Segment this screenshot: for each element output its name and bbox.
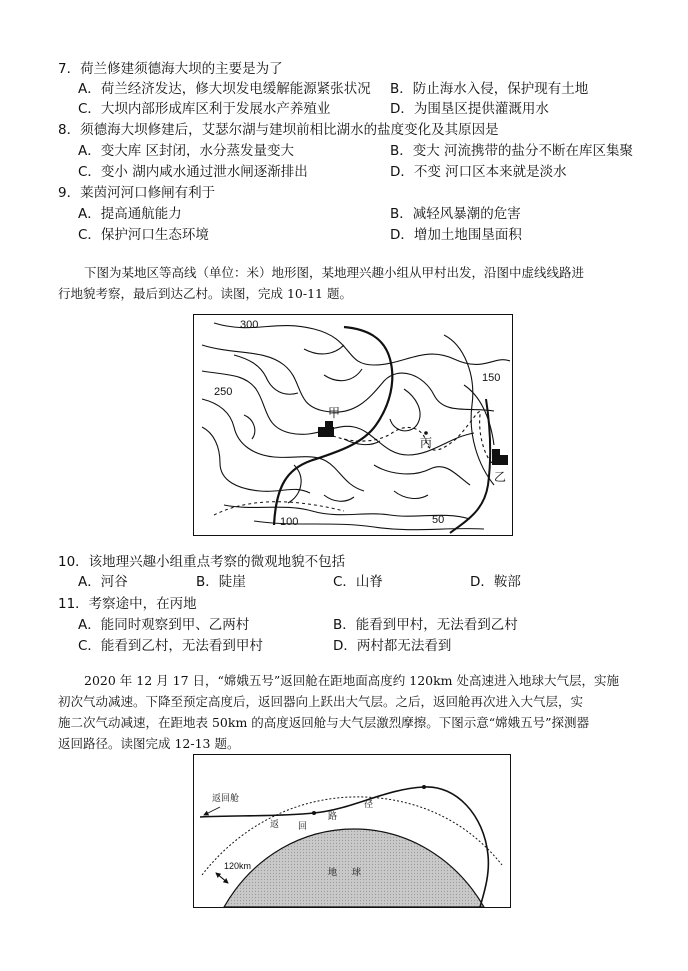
q9-option-c: C．保护河口生态环境	[78, 227, 209, 243]
q11-stem: 11．考察途中，在丙地	[58, 596, 197, 612]
reentry-path-figure	[193, 754, 511, 908]
capsule-arrow	[204, 807, 220, 815]
village-jia-icon	[318, 427, 334, 437]
village-yi-label: 乙	[494, 470, 507, 484]
q8-option-c: C．变小 湖内咸水通过泄水闸逐渐排出	[78, 164, 308, 180]
q10-stem: 10．该地理兴趣小组重点考察的微观地貌不包括	[58, 554, 346, 570]
contour-map-figure	[193, 314, 513, 536]
q7-option-b: B．防止海水入侵，保护现有土地	[390, 81, 589, 97]
q8-option-a: A．变大库 区封闭，水分蒸发量变大	[78, 143, 295, 159]
q11-option-a: A．能同时观察到甲、乙两村	[78, 617, 250, 633]
passage1-line2: 行地貌考察，最后到达乙村。读图，完成 10-11 题。	[58, 286, 352, 301]
q11-option-c: C．能看到乙村，无法看到甲村	[78, 638, 263, 654]
path-char-3: 路	[328, 811, 338, 821]
passage2-line4: 返回路径。读图完成 12-13 题。	[58, 736, 240, 751]
q7-option-d: D．为围垦区提供灌溉用水	[390, 101, 549, 117]
q10-option-b: B．陡崖	[196, 574, 246, 590]
passage2-line3: 施二次气动减速，在距地表 50km 的高度返回舱与大气层激烈摩擦。下图示意“嫦娥五号”探测器	[58, 715, 590, 730]
q8-option-b: B．变大 河流携带的盐分不断在库区集聚	[390, 143, 634, 159]
earth-char-1: 地	[328, 867, 338, 877]
passage2-line2: 初次气动减速。下降至预定高度后，返回器向上跃出大气层。之后，返回舱再次进入大气层，实	[58, 694, 584, 709]
altitude-arrow-up	[216, 873, 228, 883]
point-bing-icon	[424, 431, 428, 435]
path-point-1	[312, 811, 316, 815]
path-point-2	[422, 785, 426, 789]
path-char-2: 回	[298, 821, 308, 831]
path-char-4: 径	[364, 799, 374, 809]
contour-label-150: 150	[482, 372, 501, 384]
q9-option-b: B．减轻风暴潮的危害	[390, 206, 521, 222]
river-east	[450, 399, 490, 533]
village-jia-label: 甲	[328, 406, 341, 420]
passage1-line1: 下图为某地区等高线（单位：米）地形图，某地理兴趣小组从甲村出发，沿图中虚线线路进	[84, 265, 585, 280]
river-main	[274, 327, 392, 525]
passage2-line1: 2020 年 12 月 17 日，“嫦娥五号”返回舱在距地面高度约 120km 处高速进入地球大气层，实施	[84, 673, 620, 688]
village-yi-icon-top	[492, 449, 500, 455]
q7-stem: 7．荷兰修建须德海大坝的主要是为了	[58, 61, 283, 77]
point-bing-label: 丙	[420, 436, 433, 450]
q9-option-d: D．增加土地围垦面积	[390, 227, 522, 243]
dashed-boundary	[214, 502, 344, 515]
q10-option-c: C．山脊	[333, 574, 383, 590]
q7-option-c: C．大坝内部形成库区利于发展水产养殖业	[78, 101, 331, 117]
altitude-label: 120km	[224, 861, 252, 871]
contour-map-svg	[194, 315, 512, 535]
capsule-label: 返回舱	[212, 793, 240, 803]
contour-label-50: 50	[432, 514, 445, 526]
contour-label-250: 250	[214, 386, 233, 398]
q9-option-a: A．提高通航能力	[78, 206, 182, 222]
q11-option-d: D．两村都无法看到	[333, 638, 452, 654]
reentry-path-svg	[194, 755, 510, 907]
q8-stem: 8．须德海大坝修建后，艾瑟尔湖与建坝前相比湖水的盐度变化及其原因是	[58, 122, 499, 138]
contour-label-100: 100	[280, 516, 299, 528]
q10-option-d: D．鞍部	[470, 574, 521, 590]
q10-option-a: A．河谷	[78, 574, 128, 590]
q11-option-b: B．能看到甲村，无法看到乙村	[333, 617, 518, 633]
village-jia-icon-top	[325, 421, 333, 427]
earth-char-2: 球	[352, 867, 362, 877]
contour-label-300: 300	[240, 319, 259, 331]
village-yi-icon	[492, 455, 508, 465]
path-char-1: 返	[270, 819, 280, 829]
q7-option-a: A．荷兰经济发达，修大坝发电缓解能源紧张状况	[78, 81, 371, 97]
passage-contour-map	[58, 262, 658, 304]
q8-option-d: D．不变 河口区本来就是淡水	[390, 164, 567, 180]
passage-reentry	[58, 670, 658, 754]
q9-stem: 9．莱茵河河口修闸有利于	[58, 185, 216, 201]
